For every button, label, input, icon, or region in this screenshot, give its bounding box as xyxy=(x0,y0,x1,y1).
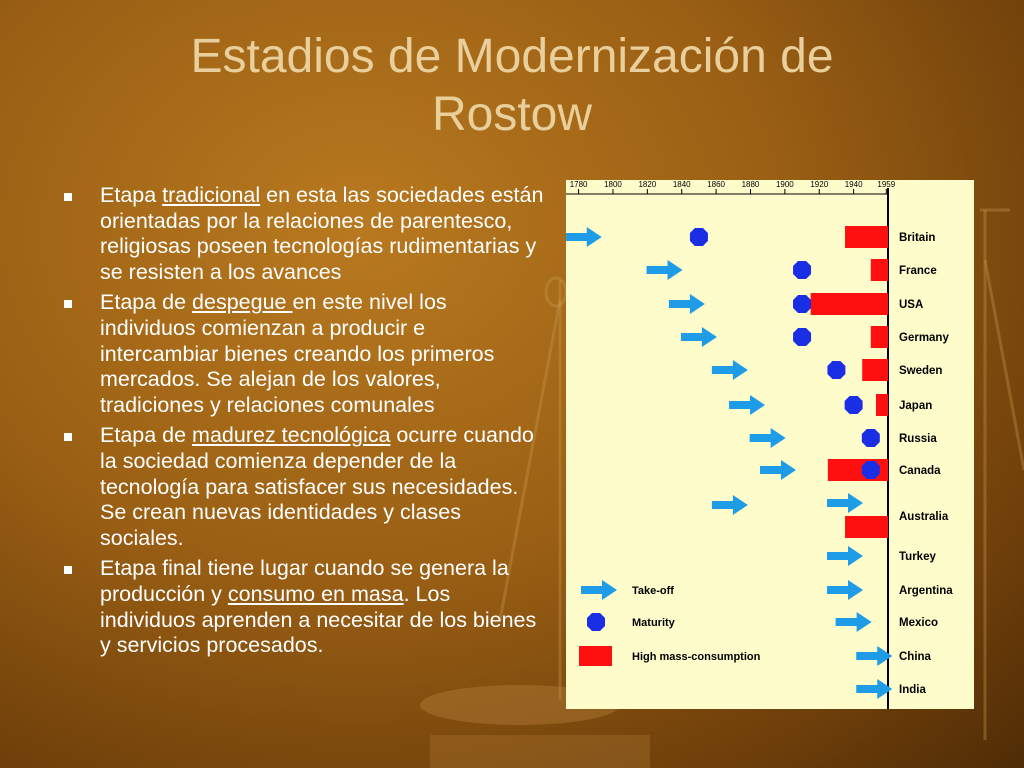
mass-consumption-bar xyxy=(862,359,888,381)
legend-maturity-icon xyxy=(587,613,605,631)
mass-consumption-bar xyxy=(876,394,888,416)
takeoff-arrow xyxy=(760,460,796,480)
x-tick-label: 1860 xyxy=(707,180,726,189)
maturity-dot xyxy=(845,396,863,414)
country-label: USA xyxy=(899,299,924,311)
x-tick-label: 1959 xyxy=(877,180,896,189)
x-tick-label: 1820 xyxy=(638,180,657,189)
country-label: Mexico xyxy=(899,617,938,629)
maturity-dot xyxy=(793,261,811,279)
x-tick-label: 1800 xyxy=(604,180,622,189)
country-label: France xyxy=(899,265,937,277)
mass-consumption-bar xyxy=(871,259,888,281)
country-label: Germany xyxy=(899,332,949,344)
country-label: Britain xyxy=(899,232,936,244)
maturity-dot xyxy=(793,328,811,346)
square-bullet-icon xyxy=(64,193,72,201)
maturity-dot xyxy=(827,361,845,379)
x-tick-label: 1780 xyxy=(569,180,588,189)
country-label: Australia xyxy=(899,511,949,523)
slide-title xyxy=(0,28,1024,144)
maturity-dot xyxy=(862,461,880,479)
takeoff-arrow xyxy=(827,493,863,513)
country-label: Japan xyxy=(899,400,933,412)
x-tick-label: 1920 xyxy=(810,180,829,189)
maturity-dot xyxy=(690,228,708,246)
country-label: Canada xyxy=(899,465,941,477)
takeoff-arrow xyxy=(827,546,863,566)
x-tick-label: 1880 xyxy=(741,180,760,189)
link-despegue[interactable]: despegue xyxy=(192,290,293,315)
country-label: Russia xyxy=(899,433,937,445)
country-label: Turkey xyxy=(899,551,936,563)
legend-label: Maturity xyxy=(632,617,675,629)
square-bullet-icon xyxy=(64,566,72,574)
takeoff-arrow xyxy=(712,495,748,515)
country-label: Argentina xyxy=(899,585,953,597)
square-bullet-icon xyxy=(64,433,72,441)
mass-consumption-bar xyxy=(845,226,888,248)
takeoff-arrow xyxy=(669,294,705,314)
x-tick-label: 1940 xyxy=(844,180,863,189)
x-tick-label: 1900 xyxy=(775,180,794,189)
bullet-item: Etapa de despegue en este nivel los individuos comienzan a producir e intercambiar bienes creando los primeros mercados. Se alejan de los valores, tradiciones y relaciones comunales xyxy=(60,290,545,418)
link-tradicional[interactable]: tradicional xyxy=(162,183,261,207)
link-madurez-tecnologica[interactable]: madurez tecnológica xyxy=(192,423,391,448)
takeoff-arrow xyxy=(681,327,717,347)
legend-label: High mass-consumption xyxy=(632,651,761,663)
takeoff-arrow xyxy=(856,646,892,666)
title-line-2: Rostow xyxy=(431,88,593,141)
title-line-1: Estadios de Modernización de xyxy=(190,30,834,83)
takeoff-arrow xyxy=(750,428,786,448)
maturity-dot xyxy=(862,429,880,447)
bullet-list xyxy=(60,183,545,664)
mass-consumption-bar xyxy=(811,293,888,315)
takeoff-arrow xyxy=(729,395,765,415)
legend-label: Take-off xyxy=(632,585,674,597)
mass-consumption-bar xyxy=(871,326,888,348)
mass-consumption-bar xyxy=(845,516,888,538)
chart-svg xyxy=(566,180,974,709)
bullet-item: Etapa tradicional en esta las sociedades están orientadas por la relaciones de parentesco, religiosas poseen tecnologías rudimentarias y se resisten a los avances xyxy=(60,183,545,285)
takeoff-arrow xyxy=(647,260,683,280)
square-bullet-icon xyxy=(64,300,72,308)
bullet-item: Etapa de madurez tecnológica ocurre cuando la sociedad comienza depender de la tecnología para satisfacer sus necesidades. Se crean nuevas identidades y clases sociales. xyxy=(60,423,545,551)
takeoff-arrow xyxy=(566,227,602,247)
bullet-item: Etapa final tiene lugar cuando se genera la producción y consumo en masa. Los individuos aprenden a necesitar de los bienes y servicios procesados. xyxy=(60,556,545,658)
legend-mass-icon xyxy=(579,646,612,666)
country-label: Sweden xyxy=(899,365,943,377)
country-label: India xyxy=(899,684,926,696)
country-label: China xyxy=(899,651,931,663)
maturity-dot xyxy=(793,295,811,313)
link-consumo-en-masa[interactable]: consumo en masa xyxy=(227,581,404,606)
takeoff-arrow xyxy=(856,679,892,699)
takeoff-arrow xyxy=(827,580,863,600)
rostow-stages-chart xyxy=(566,180,974,709)
takeoff-arrow xyxy=(712,360,748,380)
x-tick-label: 1840 xyxy=(672,180,691,189)
takeoff-arrow xyxy=(836,612,872,632)
legend-takeoff-icon xyxy=(581,580,617,600)
